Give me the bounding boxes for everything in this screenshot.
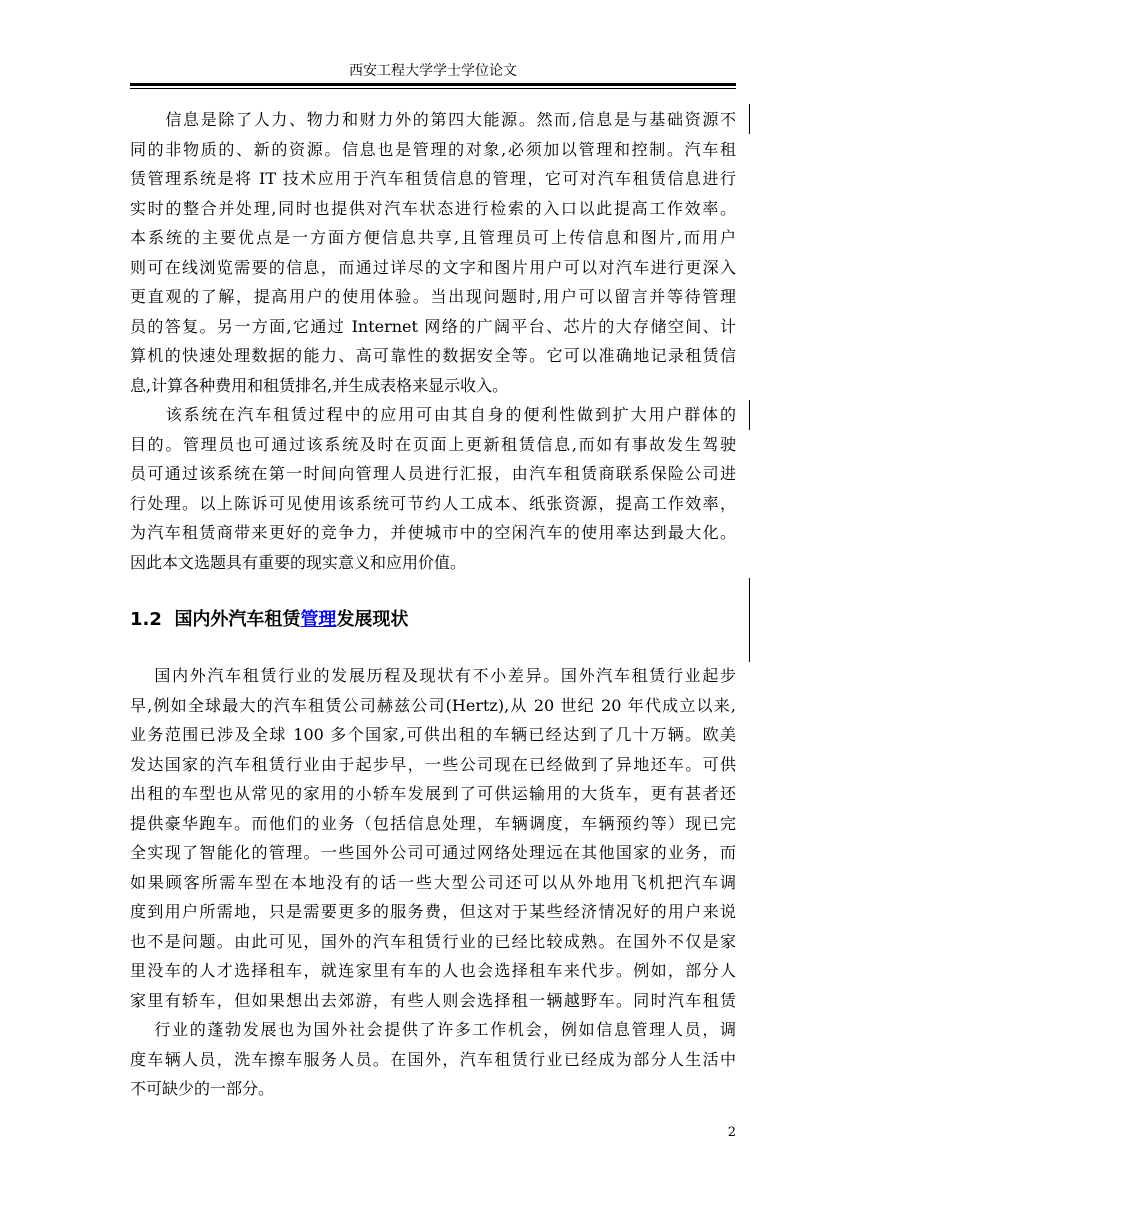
paragraph-line: 目的。管理员也可通过该系统及时在页面上更新租赁信息,而如有事故发生驾驶 — [130, 434, 736, 454]
paragraph-line: 为汽车租赁商带来更好的竞争力，并使城市中的空闲汽车的使用率达到最大化。 — [130, 523, 736, 542]
paragraph-line: 全实现了智能化的管理。一些国外公司可通过网络处理远在其他国家的业务，而 — [130, 843, 736, 862]
section-title-part: 发展现状 — [336, 609, 409, 630]
paragraph-line: 本系统的主要优点是一方面方便信息共享,且管理员可上传信息和图片,而用户 — [130, 228, 736, 247]
paragraph-line: 早,例如全球最大的汽车租赁公司赫兹公司(Hertz),从 20 世纪 20 年代成立以来, — [130, 695, 736, 715]
paragraph-line: 同的非物质的、新的资源。信息也是管理的对象,必须加以管理和控制。汽车租 — [130, 139, 736, 159]
paragraph-line: 发达国家的汽车租赁行业由于起步早，一些公司现在已经做到了异地还车。可供 — [130, 754, 736, 774]
revision-change-bar — [749, 578, 750, 662]
section-heading — [130, 606, 408, 634]
paragraph-line: 因此本文选题具有重要的现实意义和应用价值。 — [130, 552, 467, 572]
paragraph-line: 不可缺少的一部分。 — [130, 1079, 275, 1098]
section-number: 1.2 — [130, 609, 162, 630]
paragraph-line: 员的答复。另一方面,它通过 Internet 网络的广阔平台、芯片的大存储空间、计 — [130, 316, 736, 336]
paragraph-line: 则可在线浏览需要的信息，而通过详尽的文字和图片用户可以对汽车进行更深入 — [130, 257, 736, 277]
paragraph-line: 也不是问题。由此可见，国外的汽车租赁行业的已经比较成熟。在国外不仅是家 — [130, 931, 736, 951]
paragraph-line: 业务范围已涉及全球 100 多个国家,可供出租的车辆已经达到了几十万辆。欧美 — [130, 725, 736, 744]
running-header-title: 西安工程大学学士学位论文 — [349, 63, 517, 79]
header-rule-thin — [130, 88, 736, 89]
paragraph-line: 行业的蓬勃发展也为国外社会提供了许多工作机会，例如信息管理人员，调 — [130, 1020, 736, 1039]
paragraph-line: 该系统在汽车租赁过程中的应用可由其自身的便利性做到扩大用户群体的 — [130, 405, 736, 424]
paragraph-line: 员可通过该系统在第一时间向管理人员进行汇报，由汽车租赁商联系保险公司进 — [130, 464, 736, 483]
paragraph-line: 里没车的人才选择租车，就连家里有车的人也会选择租车来代步。例如，部分人 — [130, 961, 736, 980]
paragraph-line: 如果顾客所需车型在本地没有的话一些大型公司还可以从外地用飞机把汽车调 — [130, 872, 736, 892]
revision-change-bar — [749, 400, 750, 430]
paragraph-line: 度到用户所需地，只是需要更多的服务费，但这对于某些经济情况好的用户来说 — [130, 902, 736, 921]
paragraph-line: 国内外汽车租赁行业的发展历程及现状有不小差异。国外汽车租赁行业起步 — [130, 666, 736, 685]
paragraph-line: 息,计算各种费用和租赁排名,并生成表格来显示收入。 — [130, 375, 509, 395]
body-paragraph-2 — [130, 400, 736, 577]
paragraph-line: 算机的快速处理数据的能力、高可靠性的数据安全等。它可以准确地记录租赁信 — [130, 346, 736, 365]
paragraph-line: 行处理。以上陈诉可见使用该系统可节约人工成本、纸张资源，提高工作效率， — [130, 493, 736, 513]
paragraph-line: 出租的车型也从常见的家用的小轿车发展到了可供运输用的大货车，更有甚者还 — [130, 784, 736, 803]
revision-change-bar — [749, 104, 750, 134]
body-paragraph-3 — [130, 661, 736, 1104]
paragraph-line: 赁管理系统是将 IT 技术应用于汽车租赁信息的管理，它可对汽车租赁信息进行 — [130, 169, 736, 188]
body-paragraph-1 — [130, 105, 736, 400]
section-title-part: 国内外汽车租赁 — [174, 609, 301, 630]
page-number: 2 — [727, 1125, 736, 1140]
paragraph-line: 更直观的了解，提高用户的使用体验。当出现问题时,用户可以留言并等待管理 — [130, 287, 736, 306]
paragraph-line: 家里有轿车，但如果想出去郊游，有些人则会选择租一辆越野车。同时汽车租赁 — [130, 990, 736, 1010]
paragraph-line: 度车辆人员，洗车擦车服务人员。在国外，汽车租赁行业已经成为部分人生活中 — [130, 1049, 736, 1069]
header-rule-thick — [130, 83, 736, 86]
paragraph-line: 实时的整合并处理,同时也提供对汽车状态进行检索的入口以此提高工作效率。 — [130, 198, 736, 218]
paragraph-line: 提供豪华跑车。而他们的业务（包括信息处理，车辆调度，车辆预约等）现已完 — [130, 813, 736, 833]
section-title-link[interactable]: 管理 — [300, 609, 337, 630]
paragraph-line: 信息是除了人力、物力和财力外的第四大能源。然而,信息是与基础资源不 — [130, 110, 736, 129]
